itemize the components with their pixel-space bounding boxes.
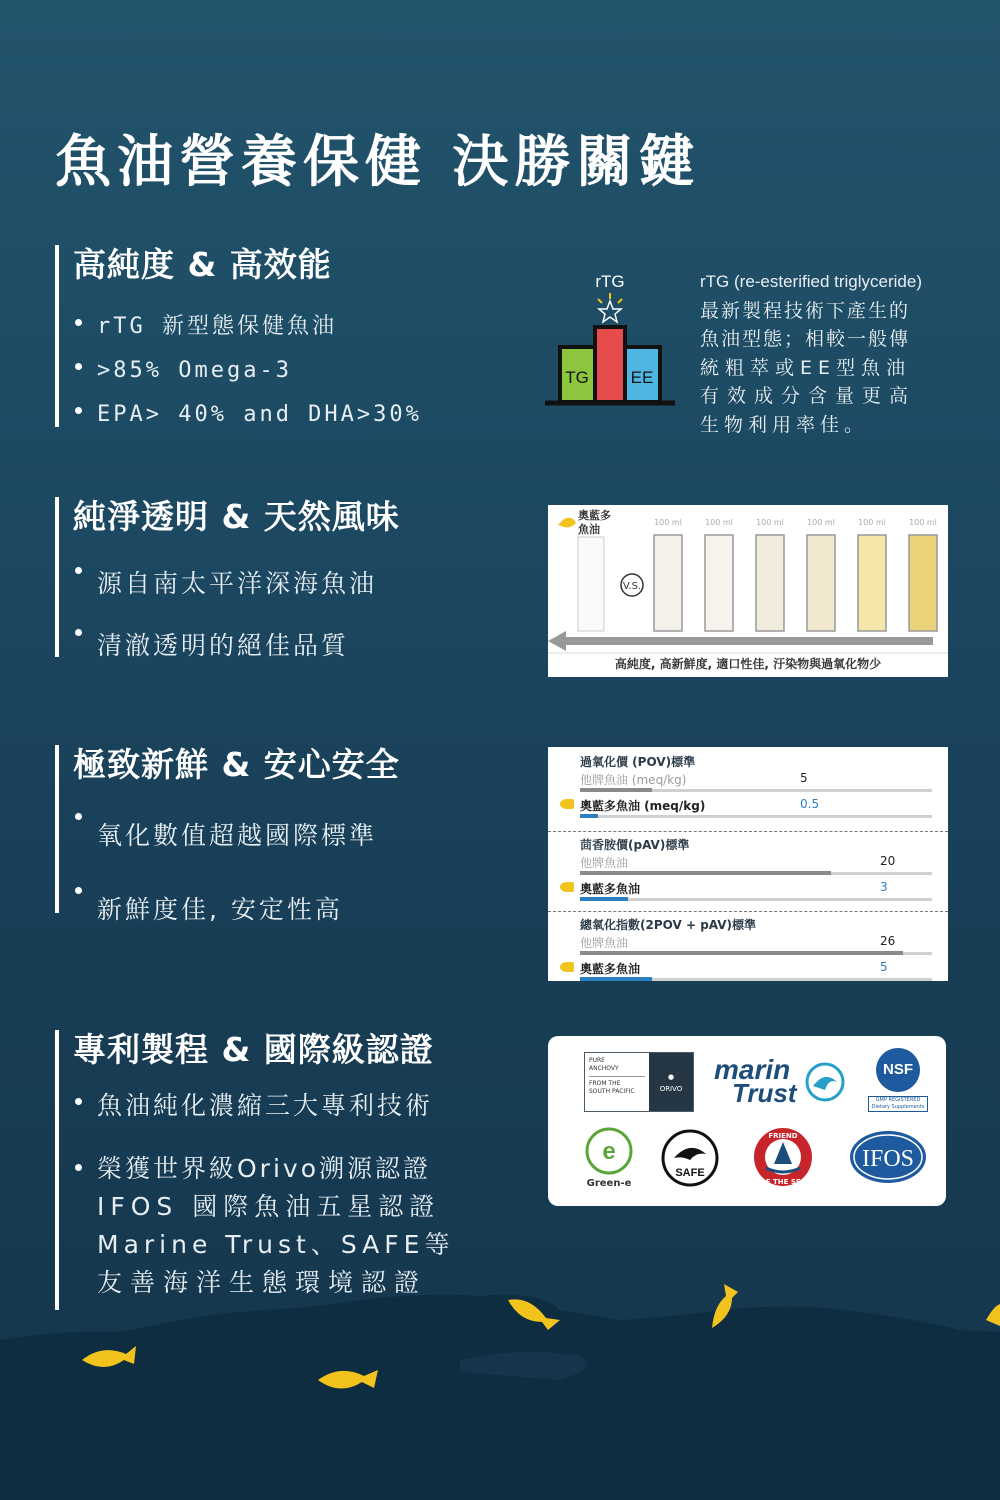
drop-icon: ● xyxy=(667,1073,675,1081)
ee-label: EE xyxy=(630,368,654,387)
bullet-line: 榮獲世界級Orivo溯源認證 xyxy=(97,1154,431,1183)
rtg-description-line: 最新製程技術下產生的 xyxy=(700,299,911,322)
our-brand-bar xyxy=(580,977,652,981)
svg-text:FRIEND: FRIEND xyxy=(768,1132,798,1140)
bullet-item: EPA> 40% and DHA>30% xyxy=(73,393,422,437)
tube-label: 100 ml xyxy=(858,518,886,527)
oil-sample-tube xyxy=(756,535,784,631)
rtg-description-en: rTG (re-esterified triglyceride) xyxy=(700,272,922,291)
bullet-line: IFOS 國際魚油五星認證 xyxy=(97,1192,441,1221)
oil-sample-tube xyxy=(858,535,886,631)
bullet-item: >85% Omega-3 xyxy=(73,349,422,393)
section-high-purity xyxy=(55,245,422,427)
fish-icon xyxy=(560,799,574,809)
oil-sample-tube xyxy=(654,535,682,631)
tg-label: TG xyxy=(565,368,589,387)
bullet-item: 源自南太平洋深海魚油 xyxy=(73,553,400,615)
bar-track xyxy=(580,815,932,818)
purity-caption: 高純度, 高新鮮度, 適口性佳, 汙染物與過氧化物少 xyxy=(614,657,882,671)
oxidation-group-title: 過氧化價 (POV)標準 xyxy=(580,755,696,769)
rtg-bar-graphic xyxy=(540,265,680,410)
rtg-top-label: rTG xyxy=(595,272,625,291)
certification-panel xyxy=(548,1036,946,1206)
rtg-description xyxy=(700,268,940,440)
bullet-item: 新鮮度佳, 安定性高 xyxy=(73,873,400,947)
tube-label: 100 ml xyxy=(654,518,682,527)
friend-of-the-sea-logo xyxy=(752,1126,814,1188)
page-title: 魚油營養保健 決勝關鍵 xyxy=(55,130,701,195)
section-heading: 高純度 & 高效能 xyxy=(73,245,332,284)
other-brand-bar xyxy=(580,951,903,955)
svg-text:OF THE SEA: OF THE SEA xyxy=(759,1178,807,1186)
section-freshness xyxy=(55,745,400,924)
fish-icon xyxy=(560,882,574,892)
value-label: 26 xyxy=(880,934,896,948)
oxidation-group xyxy=(548,751,948,827)
rtg-description-line: 魚油型態；相較一般傳 xyxy=(700,328,911,351)
oil-sample-tube xyxy=(807,535,835,631)
tube-label: 100 ml xyxy=(909,518,937,527)
fish-icon xyxy=(558,518,576,528)
purity-comparison-panel xyxy=(548,505,948,677)
other-brand-label: 他牌魚油 (meq/kg) xyxy=(580,773,687,787)
oil-sample-tube xyxy=(909,535,937,631)
tube-label: 100 ml xyxy=(807,518,835,527)
green-e-icon xyxy=(584,1126,634,1176)
green-e-logo: e Green-e xyxy=(582,1126,636,1192)
other-brand-label: 他牌魚油 xyxy=(580,856,629,870)
ocean-fish-decoration xyxy=(0,1260,1000,1500)
oxidation-standards-panel xyxy=(548,747,948,981)
value-label: 3 xyxy=(880,880,888,894)
bullet-item: rTG 新型態保健魚油 xyxy=(73,305,422,349)
bullet-item: 魚油純化濃縮三大專利技術 xyxy=(73,1084,454,1128)
oxidation-group-title: 茴香胺價(pAV)標準 xyxy=(580,838,690,852)
safe-dolphin-logo xyxy=(660,1128,720,1188)
nsf-logo: NSF GMP REGISTERED Dietary Supplements xyxy=(868,1048,928,1120)
bar-track xyxy=(580,898,932,901)
oxidation-group xyxy=(548,831,948,908)
bullet-line: 友善海洋生態環境認證 xyxy=(97,1268,428,1297)
svg-text:IFOS: IFOS xyxy=(861,1146,915,1172)
rtg-description-line: 生物利用率佳。 xyxy=(700,413,869,436)
value-label: 0.5 xyxy=(800,797,820,811)
section-clarity xyxy=(55,497,400,660)
bullet-item: 清澈透明的絕佳品質 xyxy=(73,615,400,677)
section-heading: 專利製程 & 國際級認證 xyxy=(73,1030,434,1069)
orivo-logo: PURE ANCHOVY FROM THE SOUTH PACIFIC ● ORIVO xyxy=(584,1052,694,1112)
orivo-brand: ORIVO xyxy=(659,1085,683,1093)
vs-label: V.S. xyxy=(622,581,642,592)
oxidation-group-title: 總氧化指數(2POV + pAV)標準 xyxy=(580,918,757,932)
marin-trust-logo: marin Trust xyxy=(708,1052,848,1108)
rtg-description-line: 有效成分含量更高 xyxy=(700,385,917,408)
svg-text:e: e xyxy=(602,1138,616,1165)
value-label: 5 xyxy=(800,771,808,785)
rtg-description-line: 統粗萃或EE型魚油 xyxy=(700,356,912,379)
wave-icon xyxy=(803,1060,847,1104)
our-brand-label: 奧藍多魚油 xyxy=(580,882,641,896)
tube-label: 100 ml xyxy=(705,518,733,527)
other-brand-bar xyxy=(580,788,652,792)
star-icon xyxy=(599,301,621,322)
brand-label: 奧藍多 xyxy=(578,509,611,522)
tube-label: 100 ml xyxy=(756,518,784,527)
value-label: 5 xyxy=(880,960,888,974)
ifos-logo xyxy=(848,1128,928,1186)
our-brand-label: 奧藍多魚油 (meq/kg) xyxy=(580,799,706,813)
oxidation-group xyxy=(548,911,948,988)
brand-label: 魚油 xyxy=(578,523,600,536)
bullet-item: 氧化數值超越國際標準 xyxy=(73,799,400,873)
bullet-line: Marine Trust、SAFE等 xyxy=(97,1230,455,1259)
value-label: 20 xyxy=(880,854,896,868)
our-brand-bar xyxy=(580,897,628,901)
oil-sample-tube xyxy=(705,535,733,631)
our-brand-bar xyxy=(580,814,598,818)
section-heading: 極致新鮮 & 安心安全 xyxy=(73,745,400,784)
purity-tubes-graphic xyxy=(548,505,948,677)
other-brand-label: 他牌魚油 xyxy=(580,936,629,950)
fish-icon xyxy=(560,962,574,972)
other-brand-bar xyxy=(580,871,831,875)
section-heading: 純淨透明 & 天然風味 xyxy=(73,497,400,536)
svg-text:SAFE: SAFE xyxy=(675,1167,705,1179)
our-brand-label: 奧藍多魚油 xyxy=(580,962,641,976)
